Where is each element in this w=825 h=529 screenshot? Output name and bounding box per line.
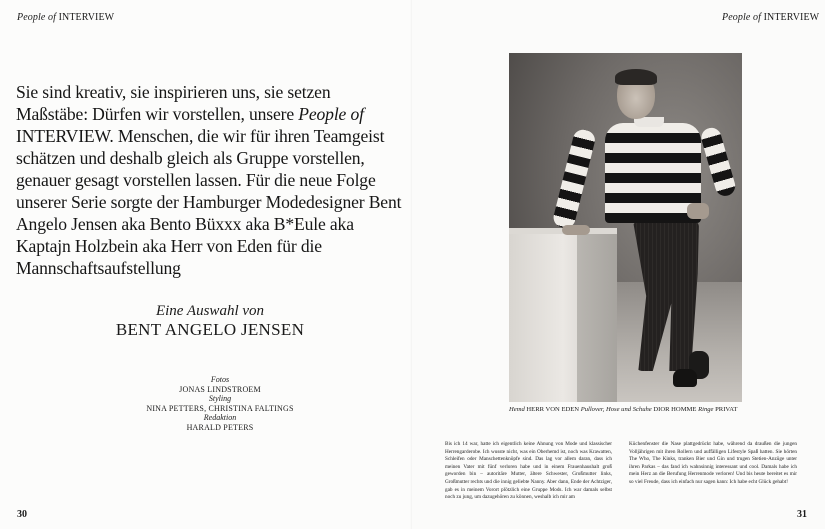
intro-part-1: Sie sind kreativ, sie inspirieren uns, sie setzen Maßstäbe: Dürfen wir vorstellen, unsere: [16, 82, 331, 124]
photo-arm: [699, 125, 738, 198]
credit-person-editor: HARALD PETERS: [186, 422, 254, 432]
credits-block: [100, 375, 340, 433]
caption-label-outfit: Pullover, Hose und Schuhe: [580, 406, 652, 413]
caption-brand-rings: PRIVAT: [713, 406, 738, 413]
photo-hand: [562, 225, 590, 235]
running-head-right: [722, 12, 819, 23]
body-text-column-2: Küchenfenster die Nase plattgedrückt habe, während da draußen die jungen Volljährigen mit ihren Rollern und auffälligen Lifestyle Spaß hatten. Sie hörten The Who, The Kinks, tranken Bier und Gin und trugen Stetien-Anzüge unter ihren Parkas – das fand ich wahnsinnig interessant und cool. Damals habe ich mein Herz an die Berufung Herrenmode verloren! Und bis heute bereitet es mir so viel Freude, dass ich einfach nur sagen kann: Ich habe echt Glück gehabt!: [629, 441, 797, 485]
caption-label-shirt: Hemd: [509, 406, 525, 413]
body-text-column-1: Bis ich 14 war, hatte ich eigentlich keine Ahnung von Mode und klassischer Herrengarderobe. Ich wusste nicht, was ein Oberhemd ist, noch was Krawatten, Schleifen oder Manschettenknöpfe sind. Das lag vor allem daran, dass ich meinen Vater mit fünf verloren habe und in einem Frauenhaushalt groß geworden bin – autoritäre Mutter, ältere Schwester, Großmutter links, Großmutter rechts und die innig geliebte Nanny. Aber dann, Ende der Achtziger, gab es in meinem Vorort plötzlich eine Gruppe Mods. Ich war damals selbst noch zu jung, um dazugehören zu können, weshalb ich mir am: [445, 441, 612, 501]
left-page: [0, 0, 412, 529]
running-head-roman: INTERVIEW: [763, 12, 820, 23]
photo-hand: [687, 203, 709, 219]
credit-role-styling: Styling: [208, 394, 232, 404]
credit-role-photos: Fotos: [210, 375, 230, 384]
caption-brand-outfit: DIOR HOMME: [651, 406, 699, 413]
intro-part-2: INTERVIEW. Menschen, die wir für ihren Teamgeist schätzen und deshalb gleich als Gruppe vorstellen, genauer gesagt vorstellen lassen. Für die neue Folge unserer Serie sorgte der Hamburger Modedesigner Bent Angelo Jensen aka Bento Büxxx aka B*Eule aka Kaptajn Holzbein aka Herr von Eden für die Mannschaftsaufstellung: [16, 126, 402, 278]
credit-person-styling: NINA PETTERS, CHRISTINA FALTINGS: [146, 403, 294, 413]
credit-person-photos: JONAS LINDSTROEM: [179, 384, 261, 394]
page-number-left: 30: [17, 509, 27, 520]
caption-label-rings: Ringe: [698, 406, 714, 413]
photo-arm: [551, 128, 597, 230]
running-head-italic: People of: [17, 12, 56, 23]
intro-paragraph: [16, 81, 406, 279]
running-head-roman: INTERVIEW: [58, 12, 115, 23]
photo-caption: [509, 406, 825, 414]
intro-italic-part: People of: [298, 104, 364, 124]
selection-name: BENT ANGELO JENSEN: [115, 320, 305, 339]
running-head-left: [17, 12, 114, 23]
page-number-right: 31: [797, 509, 807, 520]
photo-shoe: [673, 369, 697, 387]
photo-hair: [615, 69, 657, 85]
credit-role-editor: Redaktion: [203, 413, 237, 423]
photo-pedestal-side: [577, 233, 617, 402]
running-head-italic: People of: [722, 12, 761, 23]
selection-kicker: Eine Auswahl von: [155, 303, 265, 319]
caption-brand-shirt: HERR VON EDEN: [524, 406, 581, 413]
portrait-photo: [509, 53, 742, 402]
